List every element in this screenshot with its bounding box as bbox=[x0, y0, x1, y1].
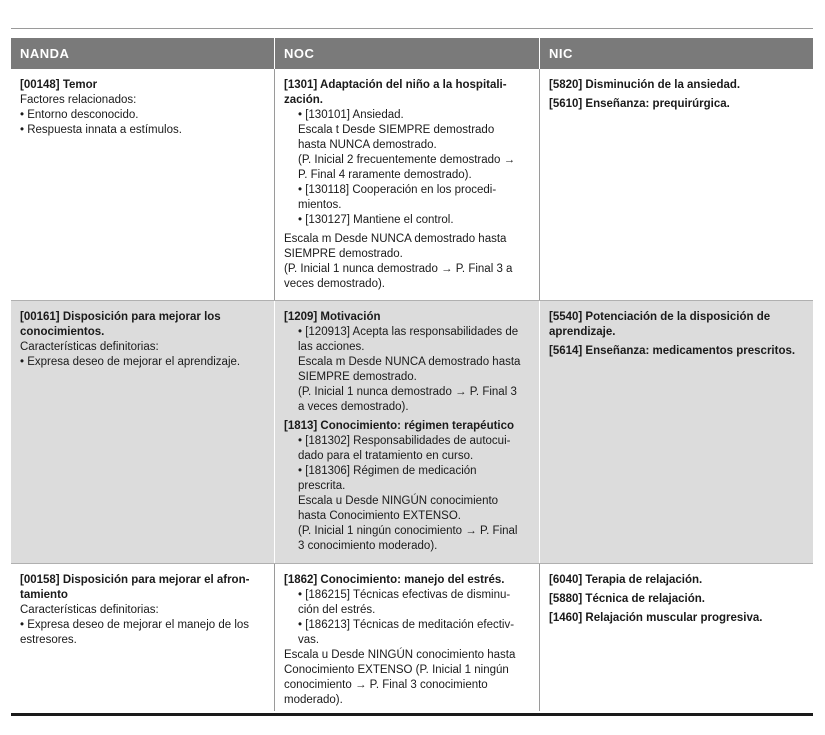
outcome-text: ción del estrés. bbox=[298, 604, 376, 616]
outcome-title: [1209] Motivación bbox=[284, 311, 381, 323]
outcome-text: a veces demostrado). bbox=[298, 401, 409, 413]
noc-cell bbox=[275, 69, 540, 300]
header-noc: NOC bbox=[275, 38, 540, 69]
outcome-title: [1301] Adaptación del niño a la hospitali- bbox=[284, 79, 507, 91]
diagnosis-title: conocimientos. bbox=[20, 326, 105, 338]
outcome-text: • [120913] Acepta las responsabilidades de bbox=[298, 326, 519, 338]
outcome-text: Escala u Desde NINGÚN conocimiento bbox=[298, 495, 499, 507]
table-row bbox=[11, 69, 813, 300]
outcome-text: (P. Inicial 1 ningún conocimiento → P. Final bbox=[298, 525, 518, 537]
diagnosis-text: • Entorno desconocido. bbox=[20, 109, 139, 121]
intervention-item: [5880] Técnica de relajación. bbox=[549, 593, 705, 605]
nic-cell bbox=[540, 69, 813, 300]
header-nic: NIC bbox=[549, 46, 573, 61]
outcome-text: conocimiento → P. Final 3 conocimiento bbox=[284, 679, 488, 691]
diagnosis-title: [00148] Temor bbox=[20, 79, 98, 91]
bottom-rule bbox=[11, 713, 813, 716]
intervention-item: [5610] Enseñanza: prequirúrgica. bbox=[549, 98, 730, 110]
outcome-title: [1813] Conocimiento: régimen terapéutico bbox=[284, 420, 515, 432]
diagnosis-title: [00161] Disposición para mejorar los bbox=[20, 311, 221, 323]
outcome-text: mientos. bbox=[298, 199, 342, 211]
outcome-title: zación. bbox=[284, 94, 323, 106]
intervention-item: [5614] Enseñanza: medicamentos prescritos. bbox=[549, 345, 796, 357]
diagnosis-text: estresores. bbox=[20, 634, 77, 646]
outcome-text: veces demostrado). bbox=[284, 278, 385, 290]
outcome-text: moderado). bbox=[284, 694, 343, 706]
outcome-text: • [130118] Cooperación en los procedi- bbox=[298, 184, 497, 196]
outcome-text: vas. bbox=[298, 634, 320, 646]
outcome-text: (P. Inicial 1 nunca demostrado → P. Final 3 a bbox=[284, 263, 513, 275]
outcome-text: • [181302] Responsabilidades de autocui- bbox=[298, 435, 511, 447]
diagnosis-text: • Respuesta innata a estímulos. bbox=[20, 124, 182, 136]
outcome-text: P. Final 4 raramente demostrado). bbox=[298, 169, 472, 181]
outcome-text: Escala m Desde NUNCA demostrado hasta bbox=[284, 233, 507, 245]
outcome-text: SIEMPRE demostrado. bbox=[298, 371, 417, 383]
outcome-title: [1862] Conocimiento: manejo del estrés. bbox=[284, 574, 505, 586]
table-body bbox=[11, 69, 813, 711]
diagnosis-title: tamiento bbox=[20, 589, 68, 601]
outcome-text: prescrita. bbox=[298, 480, 346, 492]
nanda-cell bbox=[11, 301, 275, 563]
outcome-text: las acciones. bbox=[298, 341, 365, 353]
outcome-text: • [186215] Técnicas efectivas de disminu- bbox=[298, 589, 511, 601]
outcome-text: SIEMPRE demostrado. bbox=[284, 248, 403, 260]
care-plan-table bbox=[11, 38, 813, 711]
diagnosis-text: Características definitorias: bbox=[20, 341, 159, 353]
intervention-item: [5820] Disminución de la ansiedad. bbox=[549, 79, 741, 91]
diagnosis-text: Características definitorias: bbox=[20, 604, 159, 616]
intervention-item: [6040] Terapia de relajación. bbox=[549, 574, 703, 586]
outcome-text: • [186213] Técnicas de meditación efectiv- bbox=[298, 619, 515, 631]
outcome-text: hasta NUNCA demostrado. bbox=[298, 139, 437, 151]
table-row bbox=[11, 301, 813, 563]
intervention-item: [1460] Relajación muscular progresiva. bbox=[549, 612, 763, 624]
outcome-text: • [181306] Régimen de medicación bbox=[298, 465, 477, 477]
diagnosis-text: Factores relacionados: bbox=[20, 94, 137, 106]
outcome-text: (P. Inicial 2 frecuentemente demostrado → bbox=[298, 154, 516, 166]
outcome-text: Conocimiento EXTENSO (P. Inicial 1 ningún bbox=[284, 664, 509, 676]
outcome-text: hasta Conocimiento EXTENSO. bbox=[298, 510, 461, 522]
table-header bbox=[11, 38, 813, 69]
outcome-text: dado para el tratamiento en curso. bbox=[298, 450, 474, 462]
outcome-text: • [130101] Ansiedad. bbox=[298, 109, 404, 121]
diagnosis-title: [00158] Disposición para mejorar el afron- bbox=[20, 574, 250, 586]
header-nanda: NANDA bbox=[11, 38, 275, 69]
intervention-item: [5540] Potenciación de la disposición de aprendizaje. bbox=[549, 311, 771, 338]
outcome-text: Escala m Desde NUNCA demostrado hasta bbox=[298, 356, 521, 368]
outcome-text: (P. Inicial 1 nunca demostrado → P. Final 3 bbox=[298, 386, 517, 398]
nanda-cell bbox=[11, 69, 275, 300]
noc-cell bbox=[275, 564, 540, 711]
nic-cell bbox=[540, 301, 813, 563]
nanda-cell bbox=[11, 564, 275, 711]
outcome-text: • [130127] Mantiene el control. bbox=[298, 214, 454, 226]
noc-cell bbox=[275, 301, 540, 563]
diagnosis-text: • Expresa deseo de mejorar el aprendizaje. bbox=[20, 356, 241, 368]
outcome-text: Escala u Desde NINGÚN conocimiento hasta bbox=[284, 649, 516, 661]
outcome-text: Escala t Desde SIEMPRE demostrado bbox=[298, 124, 495, 136]
top-rule bbox=[11, 28, 813, 29]
nic-cell bbox=[540, 564, 813, 711]
diagnosis-text: • Expresa deseo de mejorar el manejo de los bbox=[20, 619, 250, 631]
outcome-text: 3 conocimiento moderado). bbox=[298, 540, 438, 552]
table-row bbox=[11, 564, 813, 711]
